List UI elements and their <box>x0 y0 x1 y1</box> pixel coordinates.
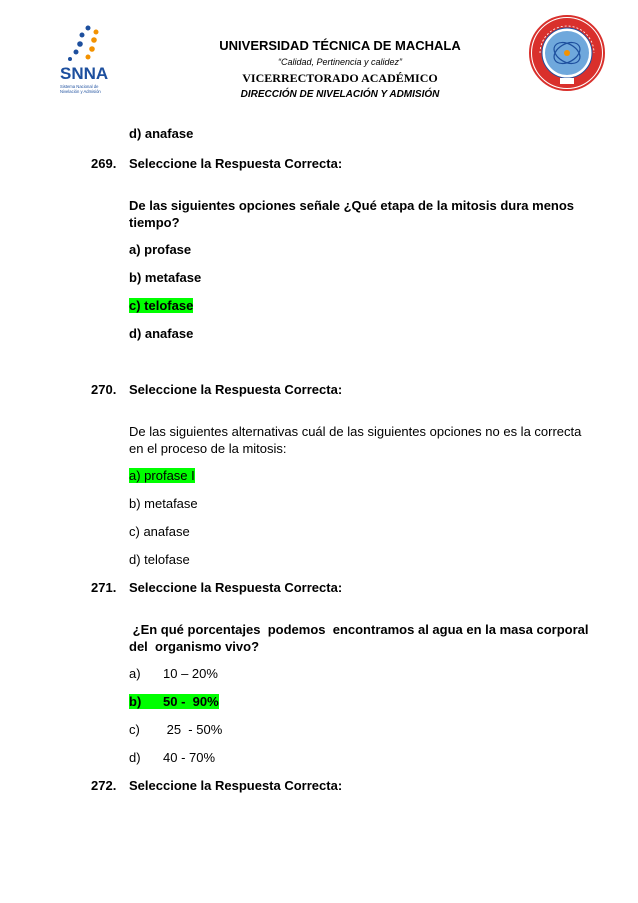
question-272-number: 272. <box>91 778 117 793</box>
question-269-text: De las siguientes opciones señale ¿Qué etapa de la mitosis dura menos tiempo? <box>129 198 575 230</box>
question-269-option-c <box>129 297 193 314</box>
svg-text:Sistema Nacional de: Sistema Nacional de <box>60 84 99 89</box>
question-271-text: ¿En qué porcentajes podemos encontramos al agua en la masa corporal del organismo vivo? <box>129 622 593 654</box>
question-269-option-d: d) anafase <box>129 326 194 341</box>
snna-logo <box>58 22 128 102</box>
direction-title: DIRECCIÓN DE NIVELACIÓN Y ADMISIÓN <box>240 89 440 100</box>
question-270-option-d: d) telofase <box>129 552 190 567</box>
question-269-heading: Seleccione la Respuesta Correcta: <box>129 156 343 171</box>
svg-text:SNNA: SNNA <box>60 64 109 83</box>
question-270-option-a <box>129 467 195 484</box>
question-270-number: 270. <box>91 382 117 397</box>
svg-text:Nivelación y Admisión: Nivelación y Admisión <box>60 89 101 94</box>
university-motto: “Calidad, Pertinencia y calidez” <box>277 57 403 67</box>
prev-option-d: d) anafase <box>129 126 194 141</box>
vicerrectorado: VICERRECTORADO ACADÉMICO <box>242 71 438 85</box>
snna-logo-icon <box>58 22 128 102</box>
question-271-option-b <box>129 693 219 710</box>
question-269-option-a: a) profase <box>129 242 192 257</box>
question-270-text: De las siguientes alternativas cuál de las siguientes opciones no es la correcta en el proceso de la mitosis: <box>129 424 582 456</box>
utmach-seal-icon <box>528 14 606 92</box>
question-271-option-c: c) 25 - 50% <box>129 722 223 737</box>
question-270-heading: Seleccione la Respuesta Correcta: <box>129 382 343 397</box>
question-272-heading: Seleccione la Respuesta Correcta: <box>129 778 343 793</box>
question-269-number: 269. <box>91 156 117 171</box>
correct-answer-highlight: a) profase I <box>129 468 195 483</box>
question-271-option-a: a) 10 – 20% <box>129 666 218 681</box>
university-title: UNIVERSIDAD TÉCNICA DE MACHALA <box>219 38 461 53</box>
question-270-option-c: c) anafase <box>129 524 190 539</box>
question-271-option-d: d) 40 - 70% <box>129 750 216 765</box>
question-271-heading: Seleccione la Respuesta Correcta: <box>129 580 343 595</box>
correct-answer-highlight: b) 50 - 90% <box>129 694 219 709</box>
correct-answer-highlight: c) telofase <box>129 298 194 313</box>
question-271-number: 271. <box>91 580 117 595</box>
question-269-option-b: b) metafase <box>129 270 202 285</box>
question-270-option-b: b) metafase <box>129 496 198 511</box>
utmach-seal <box>528 14 606 92</box>
